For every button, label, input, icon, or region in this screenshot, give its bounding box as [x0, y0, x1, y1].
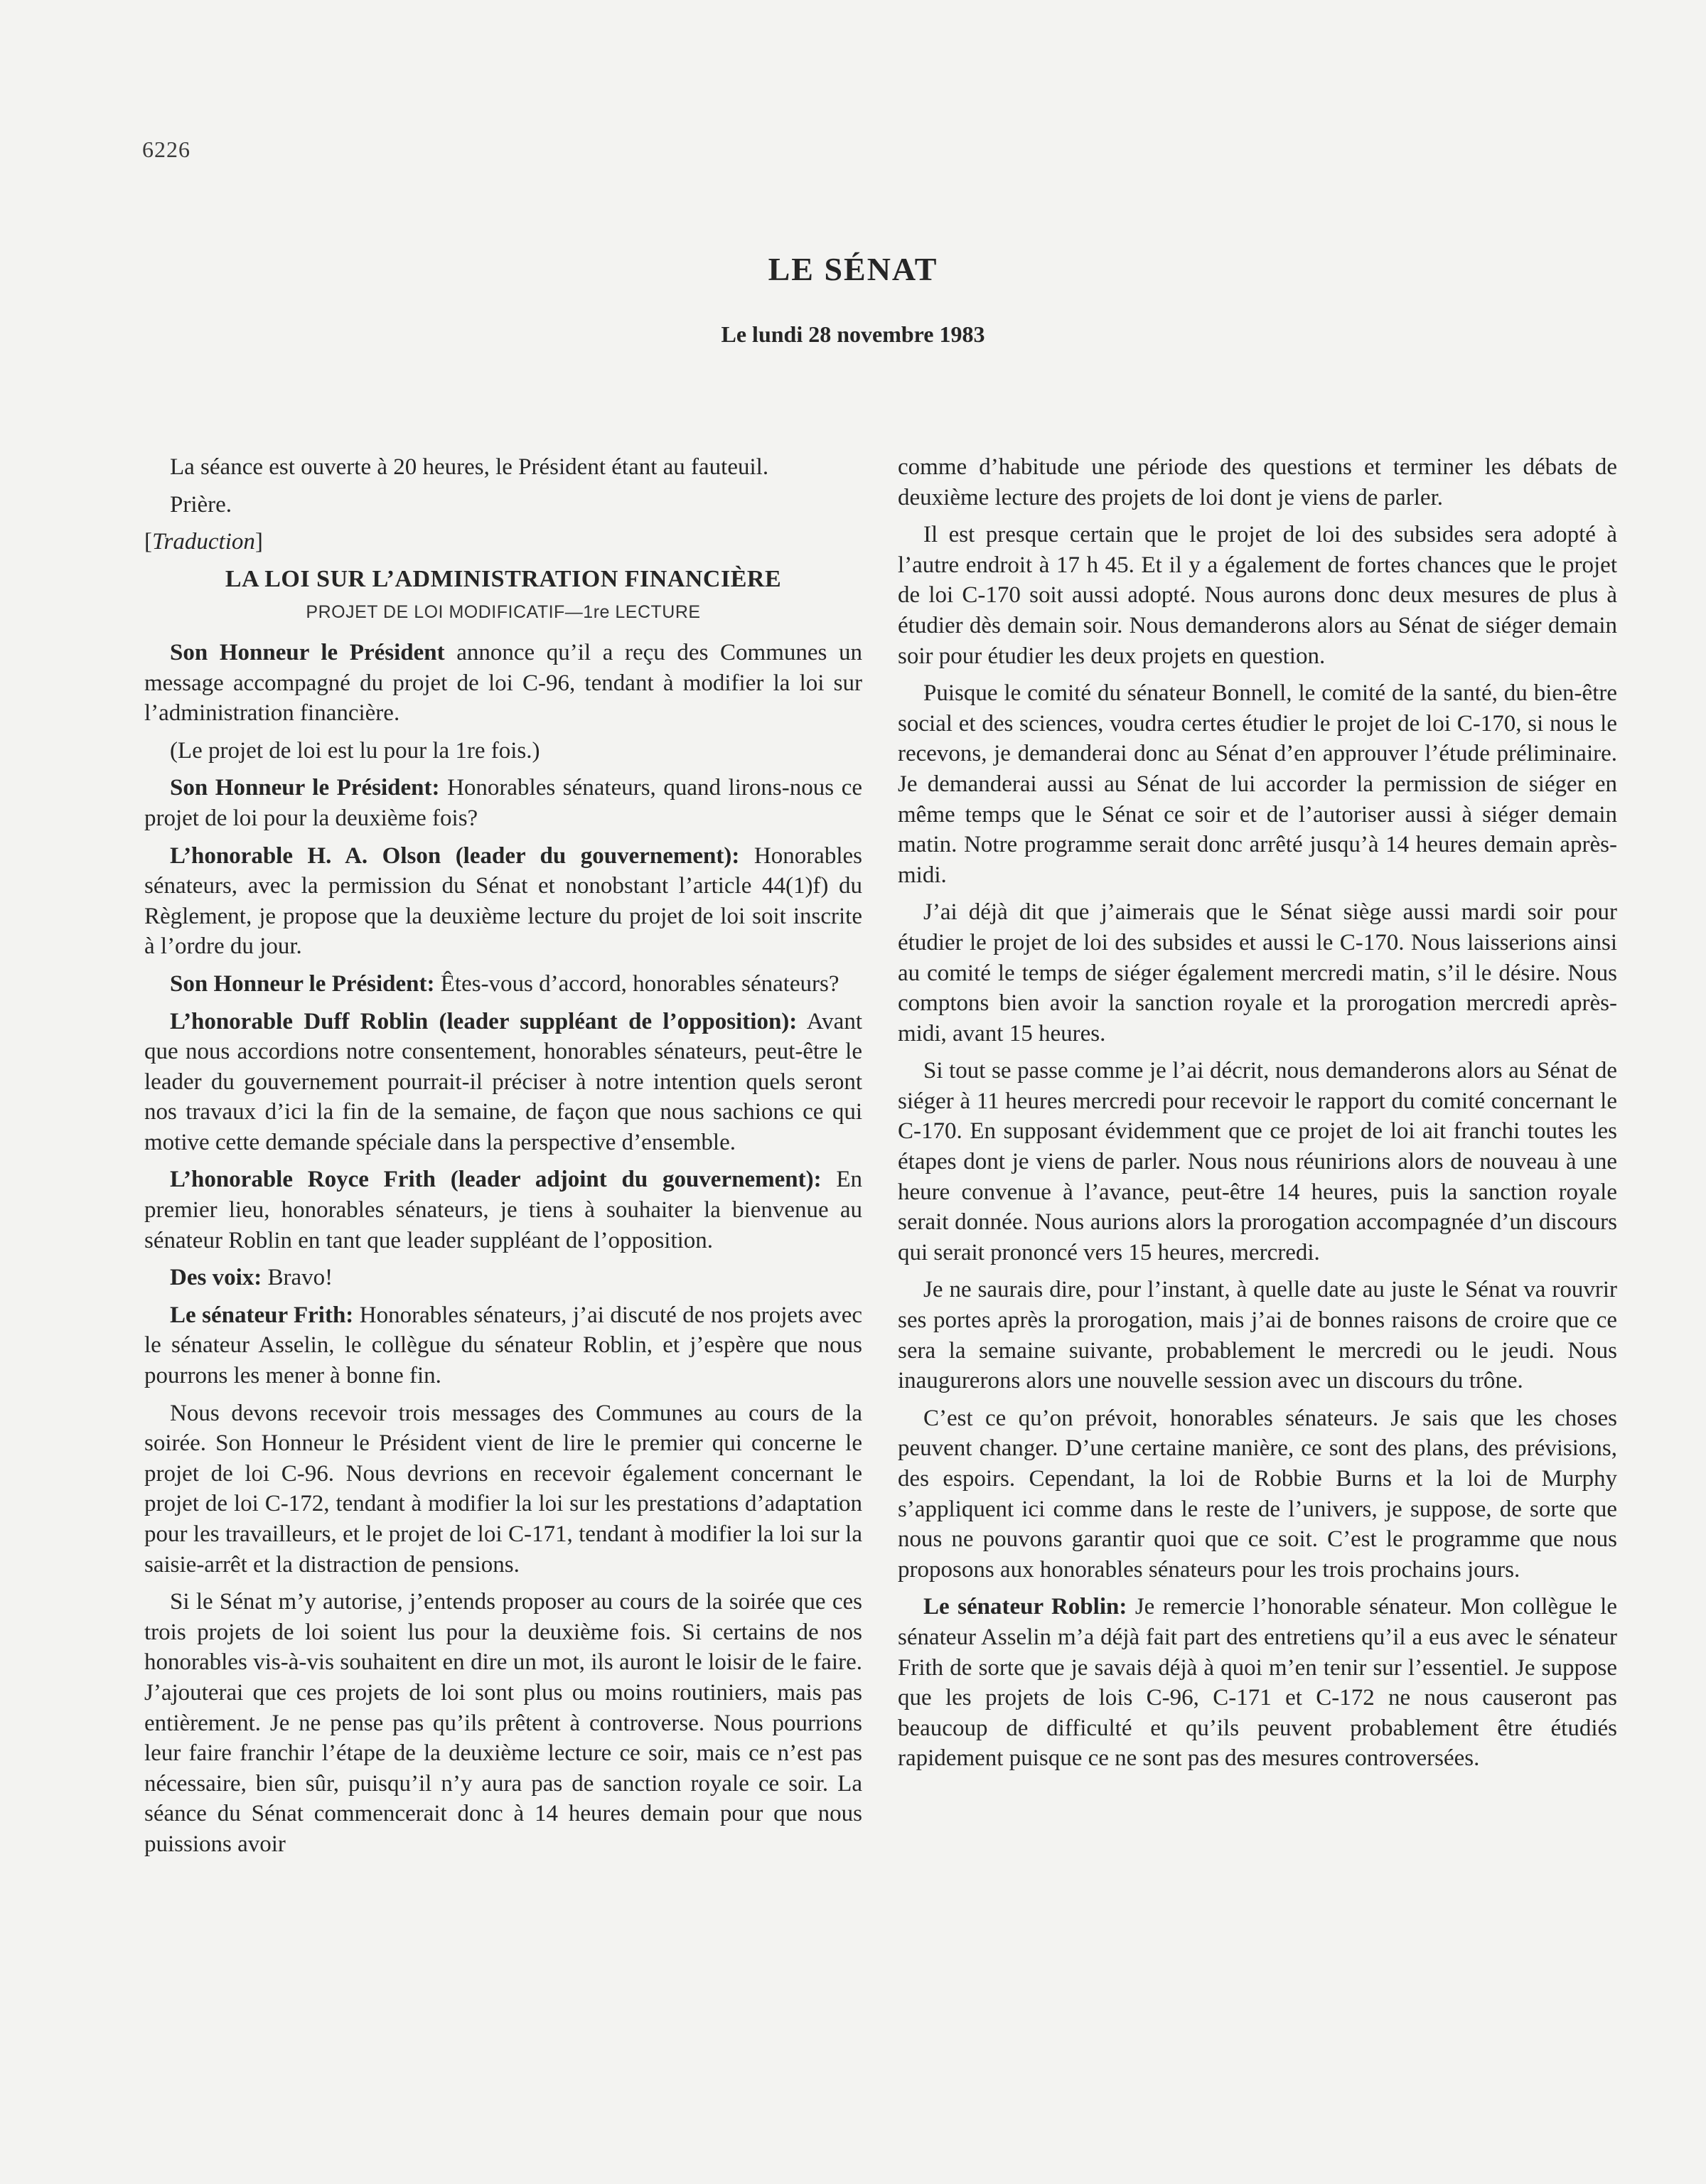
- speaker-name: Des voix:: [170, 1265, 262, 1291]
- paragraph: [144, 638, 862, 729]
- speech-text: annonce qu’il a reçu des Communes un message accompagné du projet de loi C-96, tendant à modifier la loi sur l’administration financière.: [144, 639, 862, 727]
- paragraph: (Le projet de loi est lu pour la 1re fois.): [170, 737, 540, 764]
- paragraph: [898, 1592, 1617, 1774]
- paragraph: [144, 969, 862, 1000]
- speaker-name: Son Honneur le Président:: [170, 775, 440, 801]
- speaker-name: L’honorable Royce Frith (leader adjoint du gouvernement):: [170, 1167, 822, 1193]
- speaker-name: Son Honneur le Président:: [170, 970, 435, 997]
- speech-text: Êtes-vous d’accord, honorables sénateurs?: [434, 970, 839, 997]
- speech-text: En premier lieu, honorables sénateurs, je tiens à souhaiter la bienvenue au sénateur Roblin en tant que leader suppléant de l’opposition.: [144, 1167, 862, 1253]
- paragraph: [144, 1165, 862, 1256]
- section-heading: LA LOI SUR L’ADMINISTRATION FINANCIÈRE: [225, 565, 782, 592]
- paragraph: [144, 841, 862, 962]
- paragraph: Il est presque certain que le projet de loi des subsides sera adopté à l’autre endroit à 17 h 45. Et il y a également de fortes chances que le projet de loi C-170 soit aussi adopté. Nous aurons donc deux mesures de plus à étudier dès demain soir. Nous demanderons alors au Sénat de siéger demain soir pour étudier les deux projets en question.: [898, 522, 1617, 669]
- translation-tag: [Traduction]: [144, 529, 263, 555]
- paragraph: comme d’habitude une période des questions et terminer les débats de deuxième lecture des projets de loi dont je viens de parler.: [898, 454, 1617, 510]
- left-column: [144, 452, 862, 1867]
- speech-text: Honorables sénateurs, quand lirons-nous ce projet de loi pour la deuxième fois?: [144, 775, 862, 831]
- paragraph: Nous devons recevoir trois messages des Communes au cours de la soirée. Son Honneur le Président vient de lire le premier qui concerne le projet de loi C-96. Nous devrions en recevoir également concernant le projet de loi C-172, tendant à modifier la loi sur les prestations d’adaptation pour les travailleurs, et le projet de loi C-171, tendant à modifier la loi sur la saisie-arrêt et la distraction de pensions.: [144, 1400, 862, 1578]
- paragraph: Prière.: [170, 491, 232, 518]
- paragraph: [144, 1263, 862, 1293]
- page-title: LE SÉNAT: [768, 251, 938, 287]
- speaker-name: Le sénateur Roblin:: [923, 1594, 1127, 1620]
- paragraph: La séance est ouverte à 20 heures, le Président étant au fauteuil.: [170, 454, 769, 480]
- speech-text: Avant que nous accordions notre consentement, honorables sénateurs, peut-être le leader du gouvernement pourrait-il préciser à notre intention quels seront nos travaux d’ici la fin de la semaine, de façon que nous sachions ce qui motive cette demande spéciale dans la perspective d’ensemble.: [144, 1008, 862, 1155]
- paragraph: [144, 1007, 862, 1158]
- sitting-date: Le lundi 28 novembre 1983: [721, 321, 985, 347]
- speaker-name: L’honorable H. A. Olson (leader du gouvernement):: [170, 842, 740, 869]
- speaker-name: L’honorable Duff Roblin (leader suppléant de l’opposition):: [170, 1008, 798, 1034]
- paragraph: Puisque le comité du sénateur Bonnell, le comité de la santé, du bien-être social et des sciences, voudra certes étudier le projet de loi C-170, si nous le recevons, je demanderai donc au Sénat d’en approuver l’étude préliminaire. Je demanderai aussi au Sénat de lui accorder la permission de siéger en même temps que le Sénat ce soir et de l’autoriser aussi à siéger demain matin. Notre programme serait donc arrêté jusqu’à 14 heures demain après-midi.: [898, 680, 1617, 888]
- page-number: 6226: [142, 136, 191, 162]
- paragraph: J’ai déjà dit que j’aimerais que le Sénat siège aussi mardi soir pour étudier le projet de loi des subsides et aussi le C-170. Nous laisserions ainsi au comité le temps de siéger également mercredi matin, s’il le désire. Nous comptons bien avoir la sanction royale et la prorogation mercredi après-midi, avant 15 heures.: [898, 899, 1617, 1046]
- speaker-name: Son Honneur le Président: [170, 639, 445, 665]
- speaker-name: Le sénateur Frith:: [170, 1302, 354, 1328]
- speech-text: Honorables sénateurs, avec la permission du Sénat et nonobstant l’article 44(1)f) du Règlement, je propose que la deuxième lecture du projet de loi soit inscrite à l’ordre du jour.: [144, 842, 862, 960]
- translation-tag-label: Traduction: [152, 529, 255, 555]
- speech-text: Bravo!: [262, 1265, 333, 1291]
- section-subheading: PROJET DE LOI MODIFICATIF—1re LECTURE: [306, 602, 701, 623]
- speech-text: Honorables sénateurs, j’ai discuté de nos projets avec le sénateur Asselin, le collègue du sénateur Roblin, et j’espère que nous pourrons les mener à bonne fin.: [144, 1302, 862, 1389]
- paragraph: Si tout se passe comme je l’ai décrit, nous demanderons alors au Sénat de siéger à 11 heures mercredi pour recevoir le rapport du comité concernant le C-170. En supposant évidemment que ce projet de loi ait franchi toutes les étapes dont je viens de parler. Nous nous réunirions alors de nouveau à une heure convenue à l’avance, peut-être 14 heures, puis la sanction royale serait donnée. Nous aurions alors la prorogation accompagnée d’un discours qui serait prononcé vers 15 heures, mercredi.: [898, 1058, 1617, 1265]
- right-column: [898, 452, 1617, 1781]
- paragraph: [144, 773, 862, 833]
- paragraph: Je ne saurais dire, pour l’instant, à quelle date au juste le Sénat va rouvrir ses portes après la prorogation, mais j’ai de bonnes raisons de croire que ce sera la semaine suivante, probablement le mercredi ou le jeudi. Nous inaugurerons alors une nouvelle session avec un discours du trône.: [898, 1277, 1617, 1394]
- paragraph: Si le Sénat m’y autorise, j’entends proposer au cours de la soirée que ces trois projets de loi soient lus pour la deuxième fois. Si certains de nos honorables vis-à-vis souhaitent en dire un mot, ils auront le loisir de le faire. J’ajouterai que ces projets de loi sont plus ou moins routiniers, mais pas entièrement. Je ne pense pas qu’ils prêtent à controverse. Nous pourrions leur faire franchir l’étape de la deuxième lecture ce soir, mais ce n’est pas nécessaire, bien sûr, puisqu’il n’y aura pas de sanction royale ce soir. La séance du Sénat commencerait donc à 14 heures demain pour que nous puissions avoir: [144, 1589, 862, 1857]
- paragraph: C’est ce qu’on prévoit, honorables sénateurs. Je sais que les choses peuvent changer. D’une certaine manière, ce sont des plans, des prévisions, des espoirs. Cependant, la loi de Robbie Burns et la loi de Murphy s’appliquent ici comme dans le reste de l’univers, je suppose, de sorte que nous ne pouvons garantir quoi que ce soit. C’est le programme que nous proposons aux honorables sénateurs pour les trois prochains jours.: [898, 1405, 1617, 1583]
- paragraph: [144, 1300, 862, 1391]
- speech-text: Je remercie l’honorable sénateur. Mon collègue le sénateur Asselin m’a déjà fait part des entretiens qu’il a eus avec le sénateur Frith de sorte que je savais déjà à quoi m’en tenir sur l’essentiel. Je suppose que les projets de lois C-96, C-171 et C-172 ne nous causeront pas beaucoup de difficulté et qu’ils peuvent probablement être étudiés rapidement puisque ce ne sont pas des mesures controversées.: [898, 1594, 1617, 1772]
